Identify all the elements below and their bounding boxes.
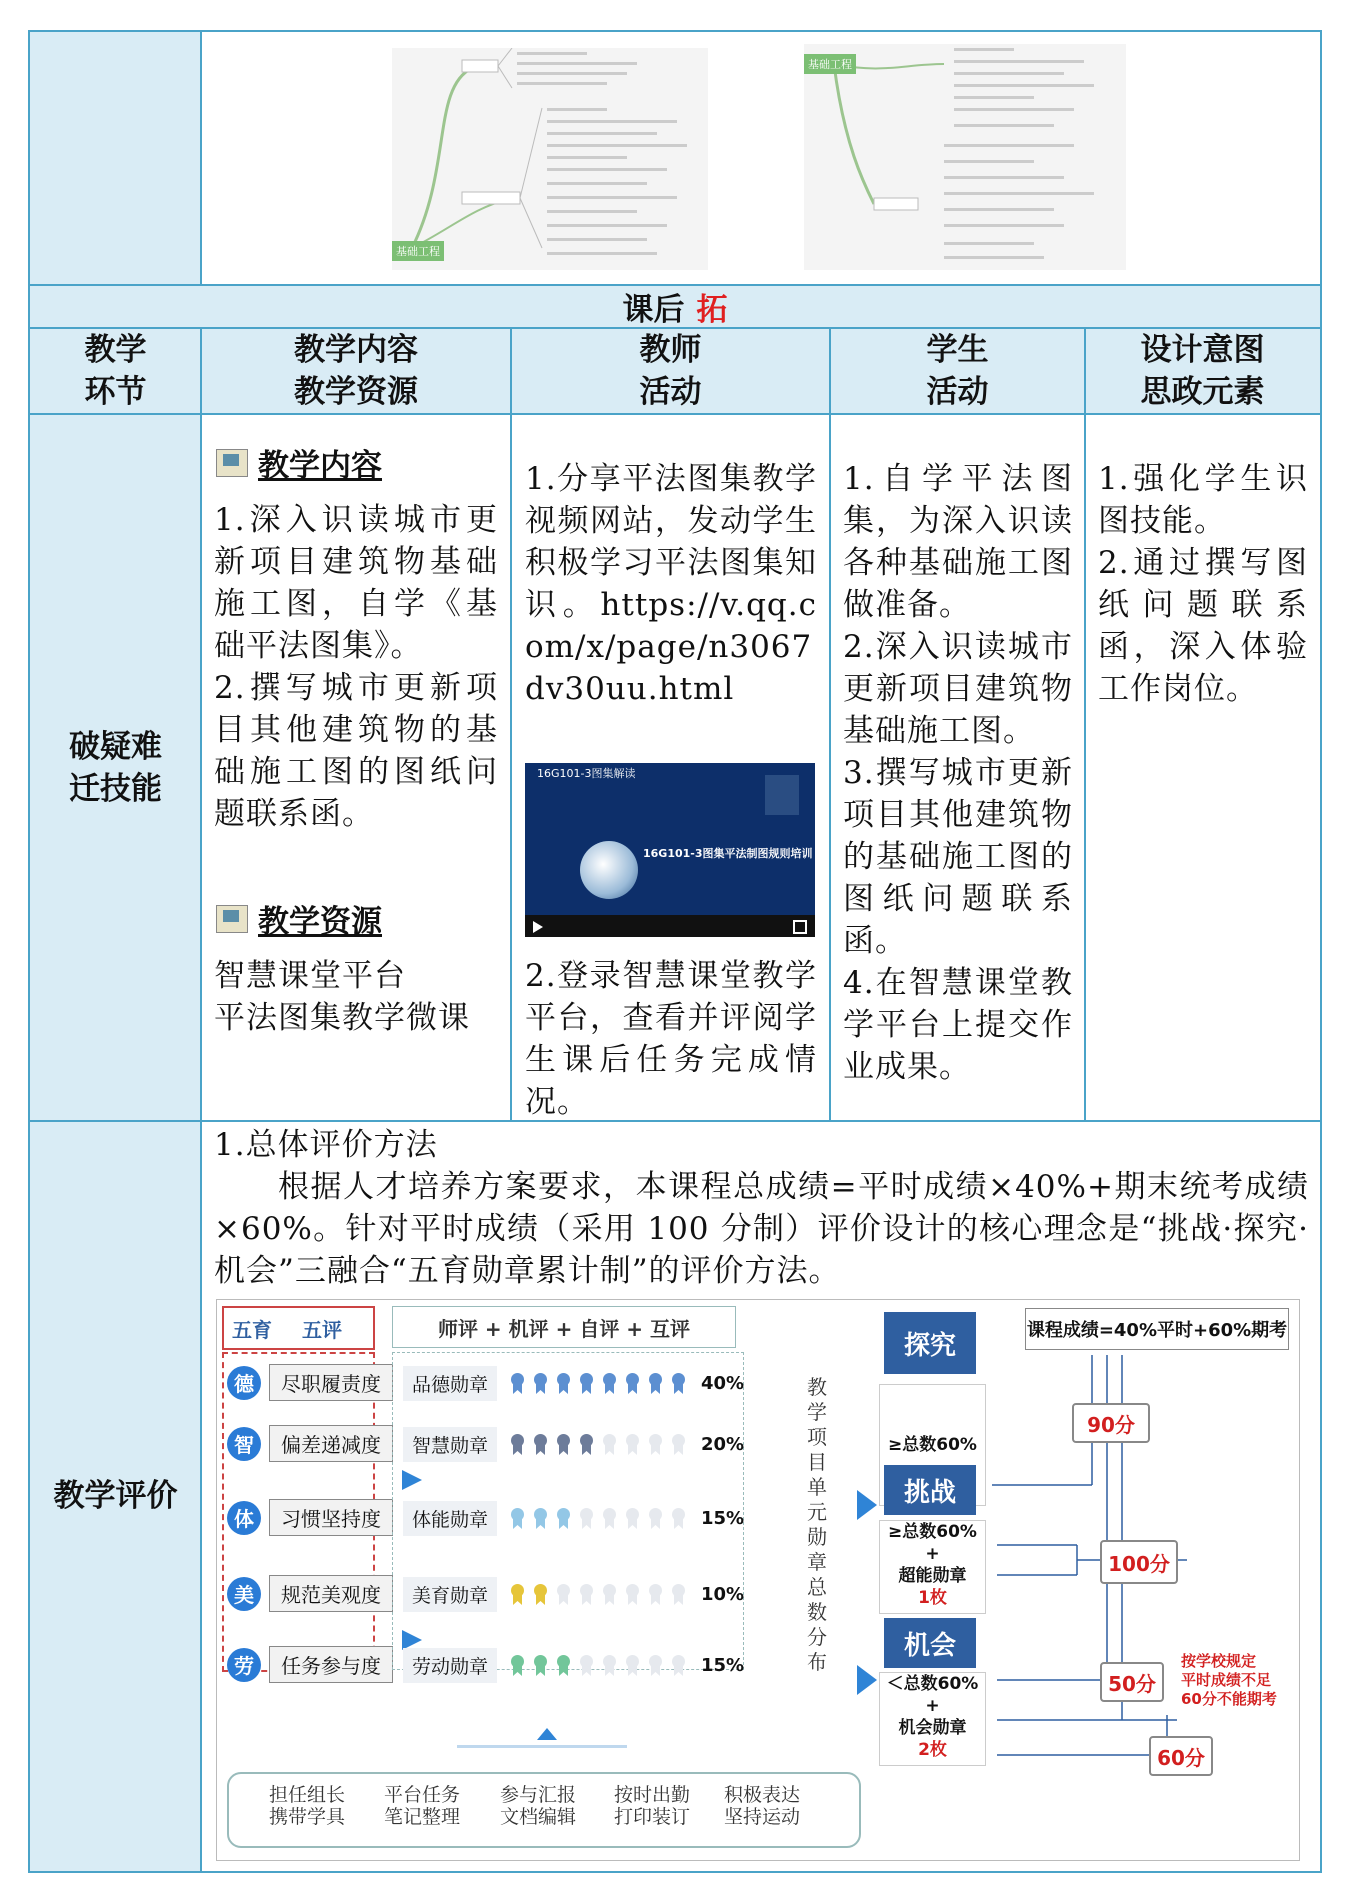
medal-percent: 15% <box>701 1508 745 1529</box>
medal-icons <box>509 1584 693 1605</box>
medal-row <box>403 1501 744 1536</box>
medal-icon <box>670 1655 687 1676</box>
medal-name: 美育勋章 <box>403 1577 497 1612</box>
medal-icon <box>578 1584 595 1605</box>
block-challenge-title: 挑战 <box>884 1465 976 1515</box>
medal-icon <box>578 1434 595 1455</box>
medal-icon <box>601 1584 618 1605</box>
section-title-highlight: 拓 <box>696 292 728 328</box>
medal-row <box>403 1577 744 1612</box>
score-60: 60分 <box>1149 1736 1213 1776</box>
medal-icon <box>624 1508 641 1529</box>
medal-icon <box>624 1655 641 1676</box>
score-50: 50分 <box>1100 1662 1164 1702</box>
medal-icon <box>555 1584 572 1605</box>
video-caption: 16G101-3图集平法制图规则培训 <box>643 847 813 860</box>
resource-heading: 教学资源 <box>216 896 382 941</box>
medal-icon <box>624 1434 641 1455</box>
medal-icon <box>601 1373 618 1394</box>
medal-icon <box>532 1508 549 1529</box>
grade-formula: 课程成绩=40%平时+60%期考 <box>1025 1308 1289 1350</box>
student-text: 1.自学平法图集，为深入识读各种基础施工图做准备。 2.深入识读城市更新项目建筑物基础施工图。 3.撰写城市更新项目其他建筑物的基础施工图的图纸问题联系函。 4.在智慧课堂教学平台上提交作业成果。 <box>843 461 1073 1085</box>
medal-icon <box>578 1373 595 1394</box>
content-text: 1.深入识读城市更新项目建筑物基础施工图，自学《基础平法图集》。 2.撰写城市更新项目其他建筑物的基础施工图的图纸问题联系函。 <box>214 502 498 832</box>
medal-icon <box>601 1655 618 1676</box>
header-student: 学生 活动 <box>926 332 989 410</box>
header-teacher: 教师 活动 <box>639 332 702 410</box>
lesson-icon <box>216 449 248 477</box>
vertical-note: 教学项目单元勋章总数分布 <box>807 1375 827 1674</box>
video-thumbnail[interactable] <box>525 763 815 937</box>
stage-label-row1: 破疑难 迁技能 <box>69 728 162 807</box>
medal-name: 品德勋章 <box>403 1366 497 1401</box>
medal-icon <box>647 1584 664 1605</box>
medal-icon <box>532 1584 549 1605</box>
play-icon[interactable] <box>533 921 543 933</box>
dim-lao: 劳 任务参与度 <box>227 1646 393 1683</box>
medal-percent: 15% <box>701 1655 745 1676</box>
block-challenge-cond: ≥总数60% + 超能勋章 1枚 <box>879 1520 986 1614</box>
evaluator-banner: 师评 + 机评 + 自评 + 互评 <box>392 1306 736 1348</box>
medal-icon <box>555 1434 572 1455</box>
exam-rule-note: 按学校规定 平时成绩不足 60分不能期考 <box>1181 1652 1277 1708</box>
medal-icon <box>670 1584 687 1605</box>
medal-icons <box>509 1655 693 1676</box>
video-controls[interactable] <box>525 915 815 937</box>
score-100: 100分 <box>1100 1540 1178 1584</box>
score-90: 90分 <box>1072 1403 1150 1443</box>
medal-icon <box>555 1508 572 1529</box>
medal-percent: 20% <box>701 1434 745 1455</box>
medal-icon <box>670 1373 687 1394</box>
header-intent: 设计意图 思政元素 <box>1140 332 1265 410</box>
intent-text: 1.强化学生识图技能。 2.通过撰写图纸问题联系函，深入体验工作岗位。 <box>1098 461 1308 707</box>
medal-icon <box>670 1508 687 1529</box>
behavior-2: 平台任务 笔记整理 <box>383 1784 460 1828</box>
medal-icon <box>555 1655 572 1676</box>
medal-icon <box>601 1508 618 1529</box>
resource-line-2: 平法图集教学微课 <box>214 1000 470 1036</box>
medal-name: 体能勋章 <box>403 1501 497 1536</box>
medal-row <box>403 1648 744 1683</box>
dim-mei: 美 规范美观度 <box>227 1575 393 1612</box>
mindmap-right-root: 基础工程 <box>804 54 856 74</box>
medal-icon <box>624 1584 641 1605</box>
medal-icon <box>509 1655 526 1676</box>
medal-percent: 10% <box>701 1584 745 1605</box>
medal-icon <box>532 1655 549 1676</box>
resource-icon <box>216 905 248 933</box>
teacher-text-2: 2.登录智慧课堂教学平台，查看并评阅学生课后任务完成情况。 <box>525 958 817 1120</box>
header-stage: 教学 环节 <box>84 332 147 410</box>
content-heading: 教学内容 <box>216 440 382 485</box>
medal-icon <box>647 1434 664 1455</box>
medal-percent: 40% <box>701 1373 745 1394</box>
mindmap-left-root: 基础工程 <box>392 241 444 261</box>
block-chance-cond: ＜总数60% + 机会勋章 2枚 <box>879 1672 986 1766</box>
medal-row <box>403 1427 744 1462</box>
eval-paragraph: 根据人才培养方案要求，本课程总成绩=平时成绩×40%+期末统考成绩×60%。针对平时成绩（采用 100 分制）评价设计的核心理念是“挑战·探究·机会”三融合“五育勋章累计制”的评价方法。 <box>214 1169 1309 1289</box>
medal-icon <box>670 1434 687 1455</box>
medal-icon <box>578 1508 595 1529</box>
medal-icon <box>624 1373 641 1394</box>
video-title: 16G101-3图集解读 <box>537 767 636 780</box>
medal-icon <box>509 1508 526 1529</box>
evaluation-infographic <box>216 1299 1300 1861</box>
behavior-3: 参与汇报 文档编辑 <box>499 1784 576 1828</box>
block-explore-cond: ≥总数60% <box>879 1384 986 1506</box>
medal-icon <box>578 1655 595 1676</box>
mindmap-left <box>392 48 708 270</box>
medal-icons <box>509 1373 693 1394</box>
medal-icon <box>555 1373 572 1394</box>
medal-icon <box>601 1434 618 1455</box>
dim-ti: 体 习惯坚持度 <box>227 1499 393 1536</box>
medal-icon <box>509 1373 526 1394</box>
mindmap-right <box>804 44 1126 270</box>
medal-name: 劳动勋章 <box>403 1648 497 1683</box>
eval-heading: 1.总体评价方法 <box>214 1127 438 1163</box>
fullscreen-icon[interactable] <box>793 920 807 934</box>
medal-icon <box>532 1373 549 1394</box>
medal-icon <box>509 1434 526 1455</box>
behavior-4: 按时出勤 打印装订 <box>613 1784 690 1828</box>
medal-icon <box>647 1508 664 1529</box>
section-title <box>30 285 1320 328</box>
medal-icon <box>509 1584 526 1605</box>
stage-column-top <box>30 32 201 285</box>
medal-icons <box>509 1508 693 1529</box>
medal-row <box>403 1366 744 1401</box>
medal-icons <box>509 1434 693 1455</box>
medal-icon <box>647 1373 664 1394</box>
medal-icon <box>647 1655 664 1676</box>
behavior-5: 积极表达 坚持运动 <box>723 1784 800 1828</box>
five-edu-box: 五育 五评 <box>222 1306 375 1350</box>
section-title-prefix: 课后 <box>622 292 685 328</box>
block-chance-title: 机会 <box>884 1618 976 1668</box>
stage-label-row2: 教学评价 <box>53 1478 178 1514</box>
globe-icon <box>580 841 638 899</box>
medal-name: 智慧勋章 <box>403 1427 497 1462</box>
behavior-1: 担任组长 携带学具 <box>268 1784 345 1828</box>
header-content: 教学内容 教学资源 <box>294 332 418 410</box>
block-explore-title: 探究 <box>884 1312 976 1374</box>
dim-zhi: 智 偏差递减度 <box>227 1425 393 1462</box>
medal-icon <box>532 1434 549 1455</box>
resource-line-1: 智慧课堂平台 <box>214 958 406 994</box>
teacher-text-1: 1.分享平法图集教学视频网站，发动学生积极学习平法图集知识。https://v.qq.com/x/page/n3067dv30uu.html <box>525 461 817 707</box>
dim-de: 德 尽职履责度 <box>227 1364 393 1401</box>
